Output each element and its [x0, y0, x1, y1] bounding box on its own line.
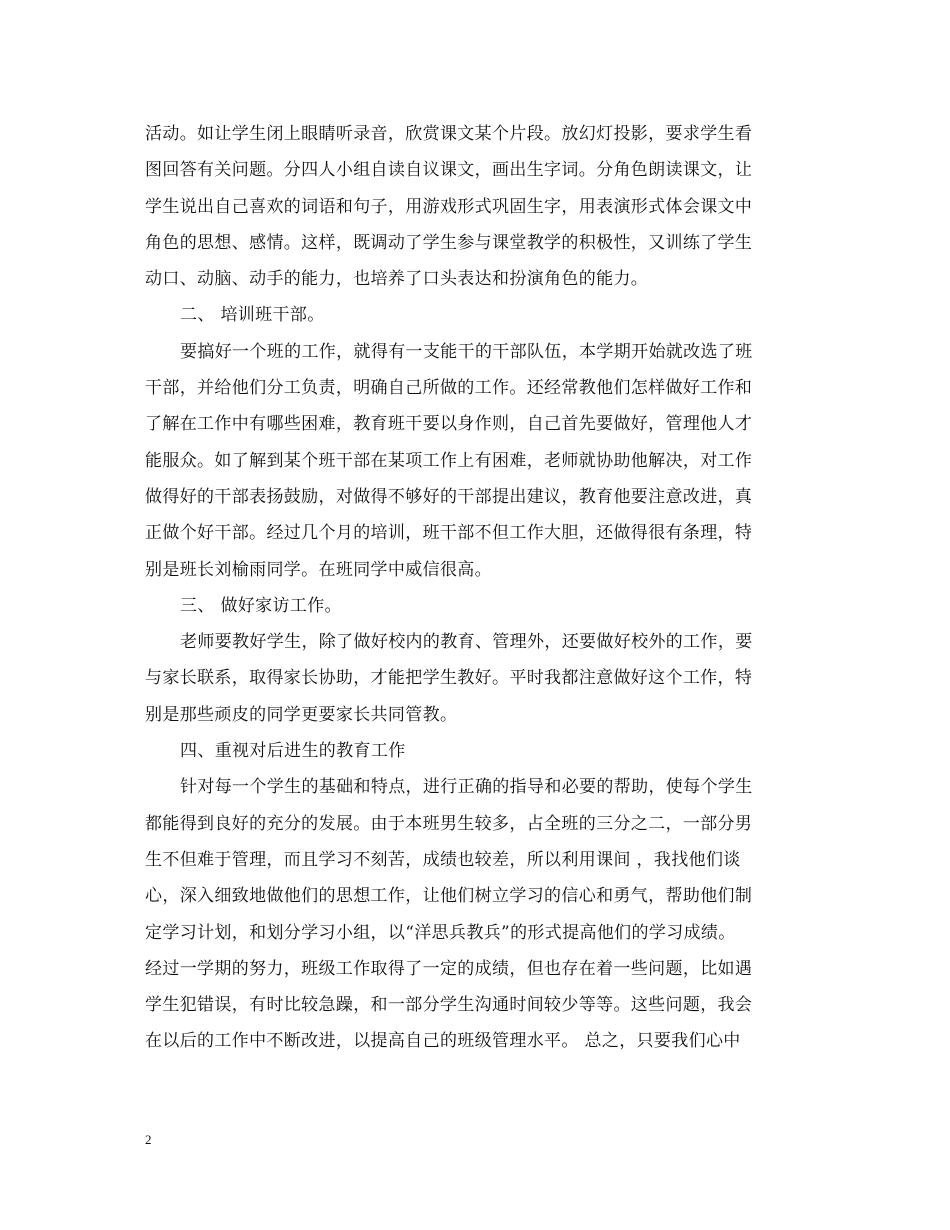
text-line: 心，深入细致地做他们的思想工作，让他们树立学习的信心和勇气，帮助他们制 — [145, 886, 753, 907]
text-line: 要搞好一个班的工作，就得有一支能干的干部队伍，本学期开始就改选了班 — [180, 341, 753, 362]
body-text — [145, 116, 805, 1060]
page-number: 2 — [145, 1132, 152, 1147]
text-line: 经过一学期的努力，班级工作取得了一定的成绩，但也存在着一些问题，比如遇 — [145, 958, 753, 979]
text-line: 正做个好干部。经过几个月的培训，班干部不但工作大胆，还做得很有条理，特 — [145, 523, 753, 544]
text-line: 生不但难于管理，而且学习不刻苦，成绩也较差，所以利用课间 ，我找他们谈 — [145, 849, 741, 870]
text-line: 学生说出自己喜欢的词语和句子，用游戏形式巩固生字，用表演形式体会课文中 — [145, 196, 753, 217]
text-line: 活动。如让学生闭上眼睛听录音，欣赏课文某个片段。放幻灯投影，要求学生看 — [145, 124, 753, 144]
text-line: 做得好的干部表扬鼓励，对做得不够好的干部提出建议，教育他要注意改进，真 — [145, 486, 753, 507]
section-heading: 四、重视对后进生的教育工作 — [180, 741, 406, 762]
text-line: 定学习计划，和划分学习小组，以“洋思兵教兵”的形式提高他们的学习成绩。 — [145, 922, 736, 943]
text-line: 针对每一个学生的基础和特点，进行正确的指导和必要的帮助，使每个学生 — [180, 777, 753, 798]
text-line: 在以后的工作中不断改进，以提高自己的班级管理水平。 总之，只要我们心中 — [145, 1031, 741, 1052]
text-line: 能服众。如了解到某个班干部在某项工作上有困难，老师就协助他解决，对工作 — [145, 450, 753, 471]
text-line: 图回答有关问题。分四人小组自读自议课文，画出生字词。分角色朗读课文，让 — [145, 160, 753, 181]
text-line: 老师要教好学生，除了做好校内的教育、管理外，还要做好校外的工作，要 — [180, 632, 753, 653]
text-line: 与家长联系，取得家长协助，才能把学生教好。平时我都注意做好这个工作，特 — [145, 668, 753, 689]
text-line: 动口、动脑、动手的能力，也培养了口头表达和扮演角色的能力。 — [145, 269, 649, 290]
text-line: 学生犯错误，有时比较急躁，和一部分学生沟通时间较少等等。这些问题，我会 — [145, 995, 753, 1016]
text-line: 干部，并给他们分工负责，明确自己所做的工作。还经常教他们怎样做好工作和 — [145, 378, 753, 399]
text-line: 别是那些顽皮的同学更要家长共同管教。 — [145, 704, 458, 725]
text-line: 了解在工作中有哪些困难，教育班干要以身作则，自己首先要做好，管理他人才 — [145, 414, 753, 435]
section-heading: 二、 培训班干部。 — [180, 305, 325, 326]
text-line: 角色的思想、感情。这样，既调动了学生参与课堂教学的积极性，又训练了学生 — [145, 232, 753, 253]
text-line: 别是班长刘榆雨同学。在班同学中威信很高。 — [145, 559, 492, 580]
text-line: 都能得到良好的充分的发展。由于本班男生较多，占全班的三分之二，一部分男 — [145, 813, 753, 834]
section-heading: 三、 做好家访工作。 — [180, 595, 342, 616]
